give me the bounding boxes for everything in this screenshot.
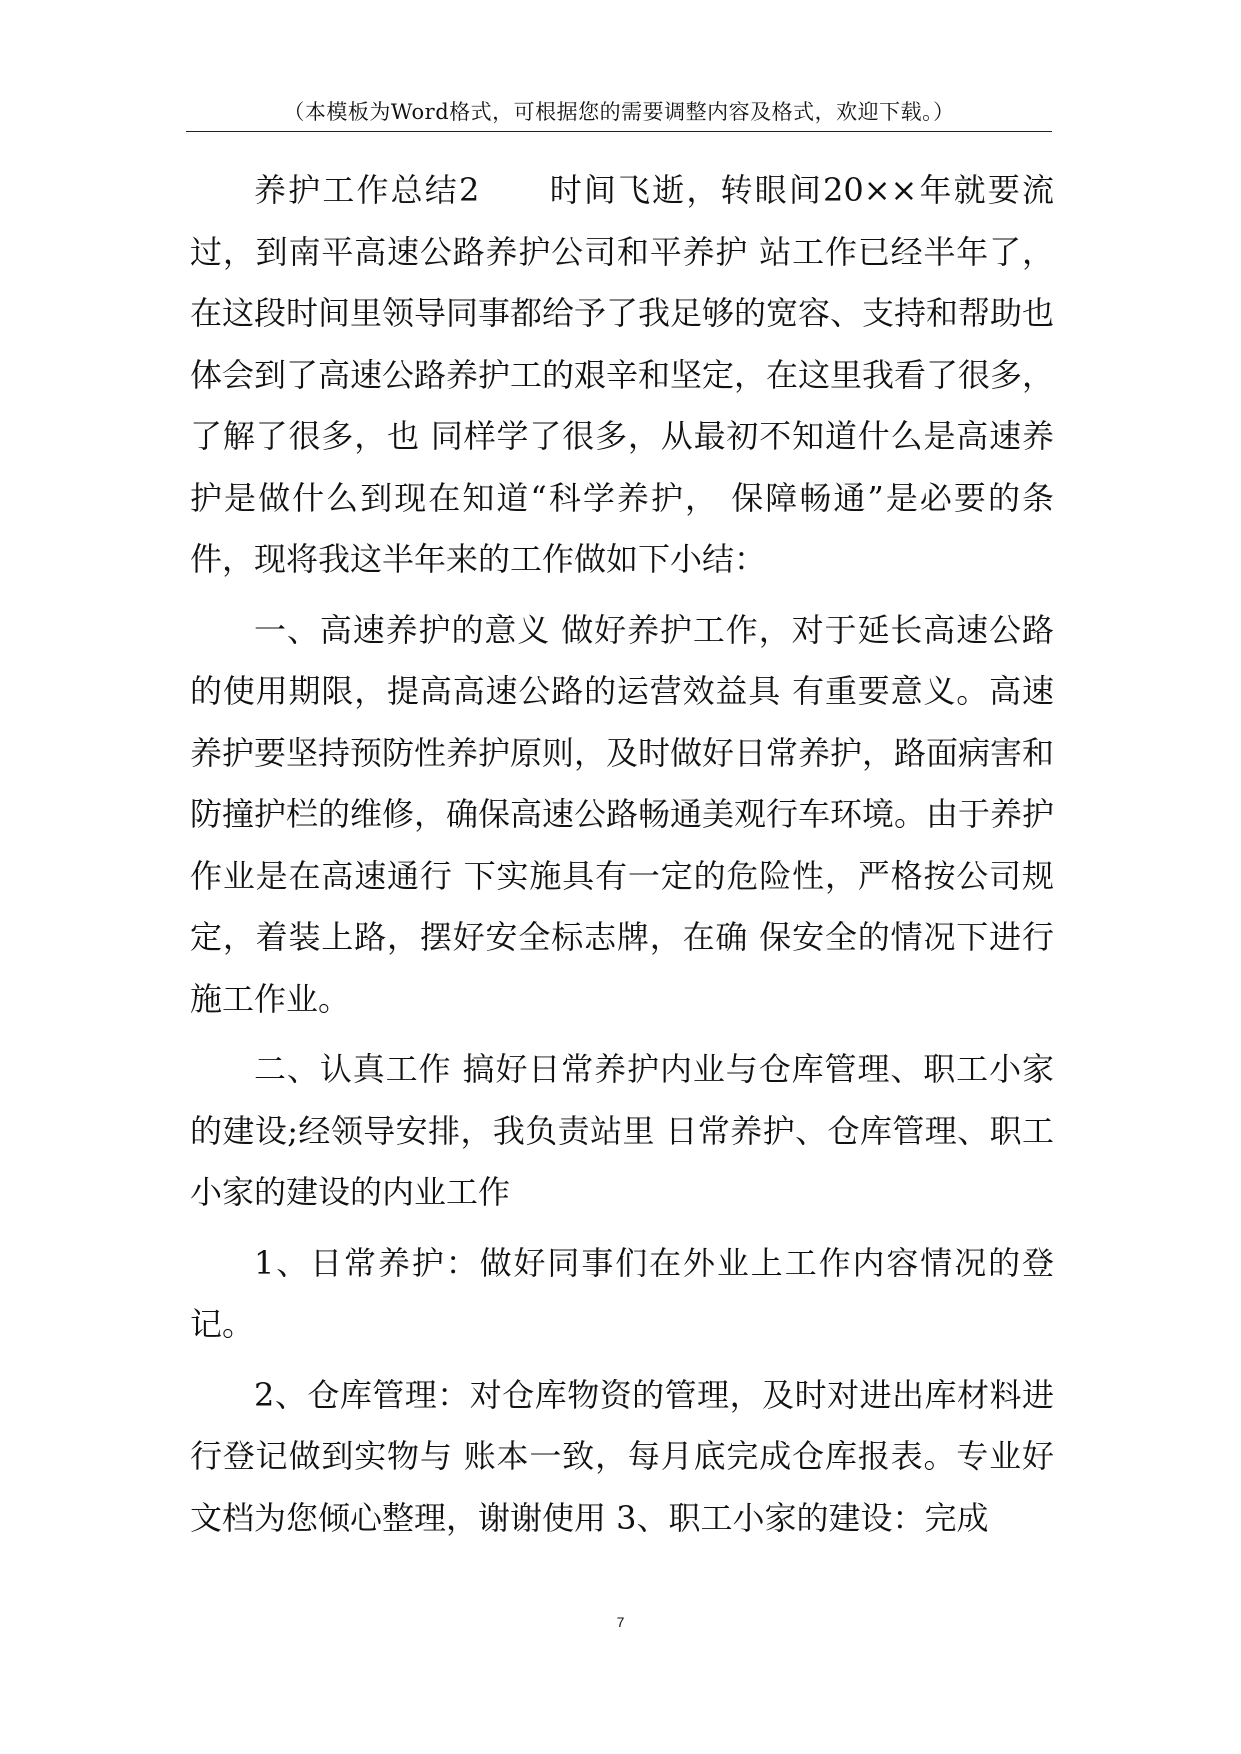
template-note: （本模板为Word格式，可根据您的需要调整内容及格式，欢迎下载。） <box>283 100 955 124</box>
paragraph-intro: 养护工作总结2 时间飞逝，转眼间20××年就要流过，到南平高速公路养护公司和平养护 站工作已经半年了，在这段时间里领导同事都给予了我足够的宽容、支持和帮助也体会到了高速公路养护工的艰辛和坚定，在这里我看了很多，了解了很多，也 同样学了很多，从最初不知道什么是高速养护是做什么到现在知道“科学养护， 保障畅通”是必要的条件，现将我这半年来的工作做如下小结： <box>190 171 1055 578</box>
page-number: 7 <box>616 1614 625 1630</box>
paragraph-item-one: 1、日常养护：做好同事们在外业上工作内容情况的登记。 <box>190 1243 1054 1343</box>
document-body <box>190 160 1054 1549</box>
header-divider <box>186 131 1052 132</box>
paragraph-section-two: 二、认真工作 搞好日常养护内业与仓库管理、职工小家的建设;经领导安排，我负责站里 日常养护、仓库管理、职工小家的建设的内业工作 <box>190 1050 1054 1211</box>
paragraph-section-one: 一、高速养护的意义 做好养护工作，对于延长高速公路的使用期限，提高高速公路的运营效益具 有重要意义。高速养护要坚持预防性养护原则，及时做好日常养护，路面病害和 防撞护栏的维修，确保高速公路畅通美观行车环境。由于养护作业是在高速通行 下实施具有一定的危险性，严格按公司规定，着装上路，摆好安全标志牌，在确 保安全的情况下进行施工作业。 <box>190 610 1055 1018</box>
paragraph-item-two: 2、仓库管理：对仓库物资的管理，及时对进出库材料进行登记做到实物与 账本一致，每月底完成仓库报表。专业好文档为您倾心整理，谢谢使用 3、职工小家的建设：完成 <box>190 1375 1054 1537</box>
